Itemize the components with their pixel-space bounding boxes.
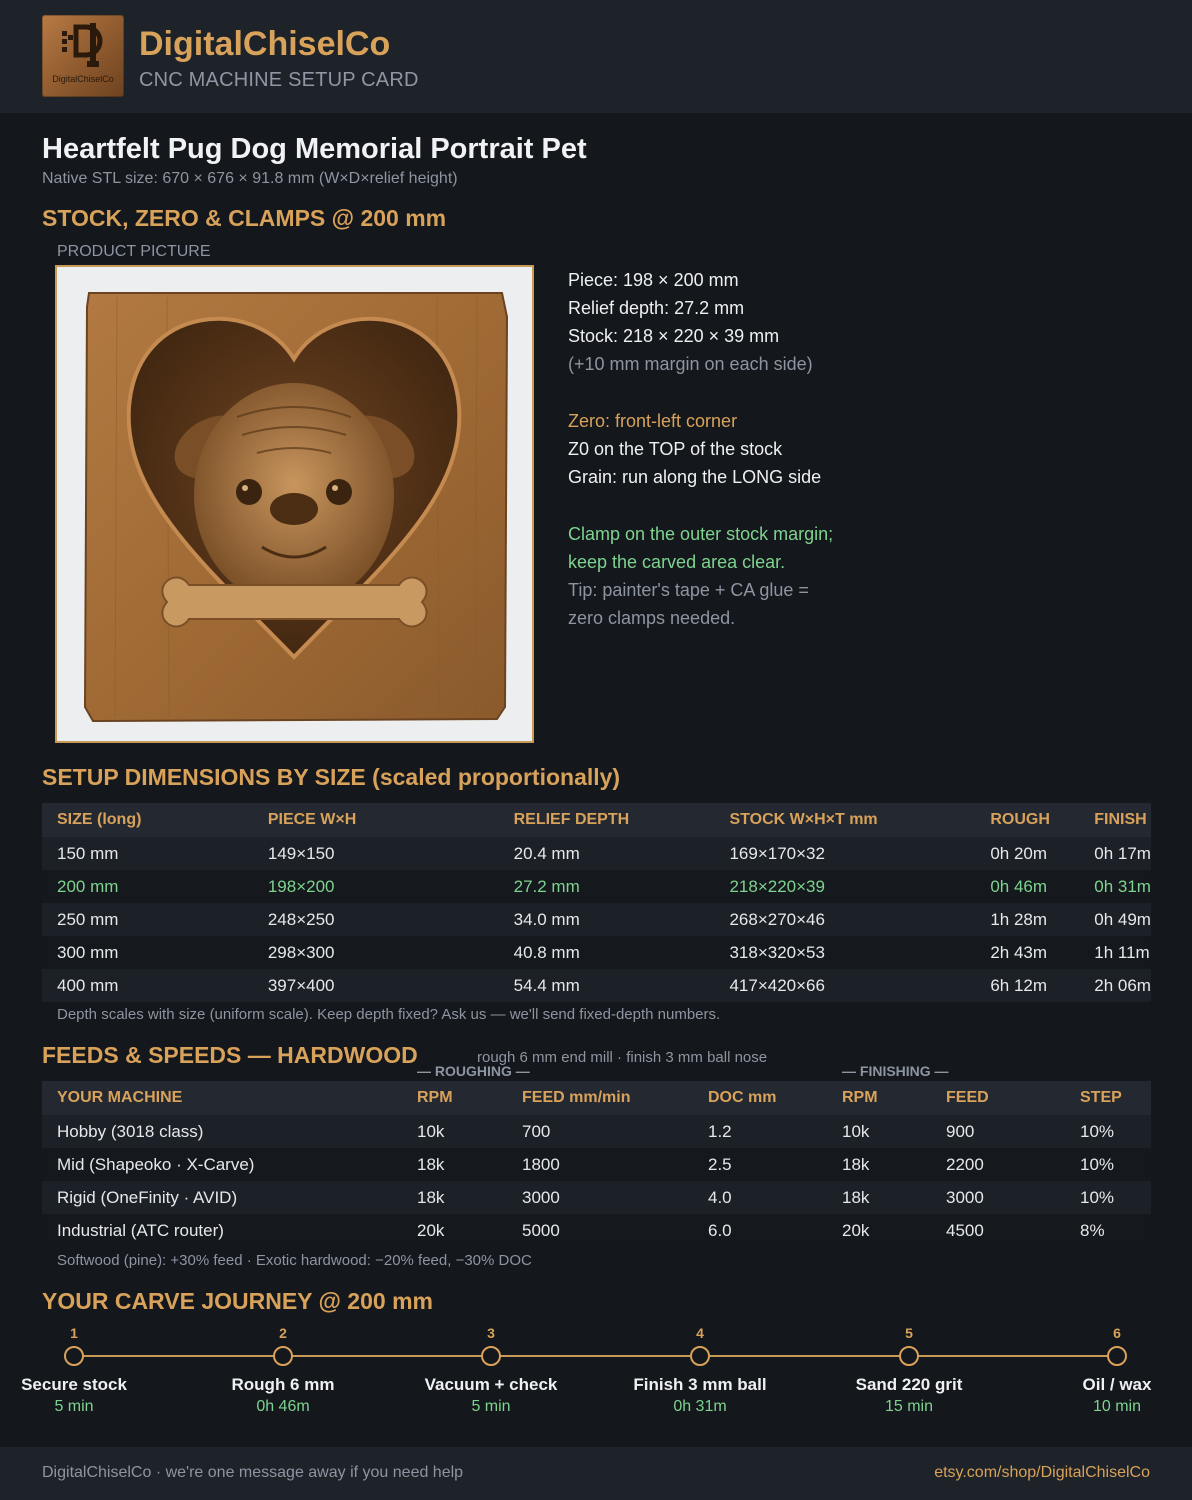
cell: 3000 bbox=[507, 1181, 693, 1214]
card-subtitle: CNC MACHINE SETUP CARD bbox=[139, 69, 419, 91]
shop-link[interactable]: etsy.com/shop/DigitalChiselCo bbox=[934, 1464, 1150, 1481]
cell: 18k bbox=[827, 1148, 931, 1181]
cell: 397×400 bbox=[253, 969, 499, 1002]
col-finish: FINISH bbox=[1079, 803, 1151, 837]
table-row bbox=[42, 903, 1151, 936]
cell: 5000 bbox=[507, 1214, 693, 1247]
cell: 20k bbox=[827, 1214, 931, 1247]
col-step: STEP bbox=[1065, 1081, 1151, 1115]
cell: 18k bbox=[827, 1181, 931, 1214]
step-number: 1 bbox=[70, 1325, 78, 1341]
pug-carving-image bbox=[57, 267, 532, 741]
step-time: 0h 31m bbox=[673, 1398, 727, 1415]
step-time: 15 min bbox=[884, 1398, 934, 1415]
cell: 700 bbox=[507, 1115, 693, 1148]
chisel-logo-icon bbox=[56, 21, 110, 71]
tip-line2: zero clamps needed. bbox=[568, 608, 736, 628]
cell: 900 bbox=[931, 1115, 1065, 1148]
cell: 198×200 bbox=[253, 870, 499, 903]
col-stock: STOCK W×H×T mm bbox=[714, 803, 975, 837]
cell: 169×170×32 bbox=[714, 837, 975, 870]
cell: 6.0 bbox=[693, 1214, 827, 1247]
step-time: 5 min bbox=[54, 1398, 94, 1415]
step-number: 3 bbox=[487, 1325, 495, 1341]
footer-message: DigitalChiselCo · we're one message away if you need help bbox=[42, 1464, 464, 1481]
cell: 0h 46m bbox=[975, 870, 1079, 903]
cell: 6h 12m bbox=[975, 969, 1079, 1002]
table-row bbox=[42, 936, 1151, 969]
cell: 3000 bbox=[931, 1181, 1065, 1214]
col-finish-feed: FEED bbox=[931, 1081, 1065, 1115]
feeds-note: Softwood (pine): +30% feed · Exotic hardwood: −20% feed, −30% DOC bbox=[57, 1252, 532, 1269]
col-rough: ROUGH bbox=[975, 803, 1079, 837]
brand-name: DigitalChiselCo bbox=[139, 25, 391, 63]
dimensions-note: Depth scales with size (uniform scale). Keep depth fixed? Ask us — we'll send fixed-depth numbers. bbox=[57, 1006, 721, 1023]
step-number: 5 bbox=[905, 1325, 913, 1341]
cell: 149×150 bbox=[253, 837, 499, 870]
cell: 8% bbox=[1065, 1214, 1151, 1247]
col-finish-rpm: RPM bbox=[827, 1081, 931, 1115]
step-name: Rough 6 mm bbox=[231, 1375, 335, 1394]
step-dot-icon bbox=[273, 1346, 293, 1366]
step-name: Finish 3 mm ball bbox=[633, 1375, 767, 1394]
step-number: 2 bbox=[279, 1325, 287, 1341]
cell: 1800 bbox=[507, 1148, 693, 1181]
cell: 400 mm bbox=[42, 969, 253, 1002]
table-row-highlighted bbox=[42, 870, 1151, 903]
cell: 298×300 bbox=[253, 936, 499, 969]
step-time: 0h 46m bbox=[256, 1398, 310, 1415]
step-dot-icon bbox=[64, 1346, 84, 1366]
col-rough-rpm: RPM bbox=[402, 1081, 507, 1115]
cell: Mid (Shapeoko · X-Carve) bbox=[42, 1148, 402, 1181]
table-row bbox=[42, 837, 1151, 870]
dimensions-table bbox=[42, 803, 1151, 1002]
col-relief: RELIEF DEPTH bbox=[499, 803, 715, 837]
journey-heading: YOUR CARVE JOURNEY @ 200 mm bbox=[42, 1288, 433, 1314]
product-title: Heartfelt Pug Dog Memorial Portrait Pet bbox=[42, 133, 587, 165]
cell: 20k bbox=[402, 1214, 507, 1247]
step-name: Sand 220 grit bbox=[855, 1375, 963, 1394]
clamp-note-line1: Clamp on the outer stock margin; bbox=[568, 524, 834, 544]
brand-logo bbox=[42, 15, 124, 97]
cell: Hobby (3018 class) bbox=[42, 1115, 402, 1148]
cell: 40.8 mm bbox=[499, 936, 715, 969]
step-dot-icon bbox=[899, 1346, 919, 1366]
cell: 1h 28m bbox=[975, 903, 1079, 936]
grain-note: Grain: run along the LONG side bbox=[568, 467, 822, 487]
table-row bbox=[42, 1214, 1151, 1247]
zero-point: Zero: front-left corner bbox=[568, 411, 738, 431]
step-name: Vacuum + check bbox=[424, 1375, 558, 1394]
cell: Rigid (OneFinity · AVID) bbox=[42, 1181, 402, 1214]
dimensions-heading: SETUP DIMENSIONS BY SIZE (scaled proportionally) bbox=[42, 764, 621, 790]
cell: 27.2 mm bbox=[499, 870, 715, 903]
margin-note: (+10 mm margin on each side) bbox=[568, 354, 813, 374]
table-header-row bbox=[42, 803, 1151, 837]
cell: 200 mm bbox=[42, 870, 253, 903]
logo-text: DigitalChiselCo bbox=[52, 74, 114, 84]
cell: 2200 bbox=[931, 1148, 1065, 1181]
cell: 0h 20m bbox=[975, 837, 1079, 870]
timeline-line bbox=[74, 1355, 1118, 1357]
cell: 218×220×39 bbox=[714, 870, 975, 903]
step-dot-icon bbox=[690, 1346, 710, 1366]
feeds-table bbox=[42, 1081, 1151, 1247]
cell: 0h 49m bbox=[1079, 903, 1151, 936]
header-bar bbox=[0, 0, 1192, 113]
step-number: 6 bbox=[1113, 1325, 1121, 1341]
cell: 0h 17m bbox=[1079, 837, 1151, 870]
cell: 4.0 bbox=[693, 1181, 827, 1214]
footer-bar bbox=[0, 1447, 1192, 1500]
cell: 18k bbox=[402, 1181, 507, 1214]
finishing-group-label: — FINISHING — bbox=[842, 1063, 949, 1079]
step-dot-icon bbox=[481, 1346, 501, 1366]
cell: 417×420×66 bbox=[714, 969, 975, 1002]
cell: 18k bbox=[402, 1148, 507, 1181]
step-time: 10 min bbox=[1092, 1398, 1142, 1415]
col-doc: DOC mm bbox=[693, 1081, 827, 1115]
cell: 300 mm bbox=[42, 936, 253, 969]
z0-note: Z0 on the TOP of the stock bbox=[568, 439, 783, 459]
step-time: 5 min bbox=[471, 1398, 511, 1415]
table-header-row bbox=[42, 1081, 1151, 1115]
cell: 318×320×53 bbox=[714, 936, 975, 969]
col-piece: PIECE W×H bbox=[253, 803, 499, 837]
cell: 0h 31m bbox=[1079, 870, 1151, 903]
cell: Industrial (ATC router) bbox=[42, 1214, 402, 1247]
cell: 20.4 mm bbox=[499, 837, 715, 870]
cell: 10% bbox=[1065, 1148, 1151, 1181]
cell: 4500 bbox=[931, 1214, 1065, 1247]
cell: 150 mm bbox=[42, 837, 253, 870]
cell: 54.4 mm bbox=[499, 969, 715, 1002]
cell: 2h 06m bbox=[1079, 969, 1151, 1002]
native-size: Native STL size: 670 × 676 × 91.8 mm (W×D×relief height) bbox=[42, 170, 458, 187]
product-picture bbox=[55, 265, 534, 743]
cell: 2.5 bbox=[693, 1148, 827, 1181]
cell: 10% bbox=[1065, 1181, 1151, 1214]
roughing-group-label: — ROUGHING — bbox=[417, 1063, 530, 1079]
col-size: SIZE (long) bbox=[42, 803, 253, 837]
step-number: 4 bbox=[696, 1325, 704, 1341]
step-name: Secure stock bbox=[21, 1375, 127, 1394]
cell: 250 mm bbox=[42, 903, 253, 936]
step-dot-icon bbox=[1107, 1346, 1127, 1366]
stock-section-heading: STOCK, ZERO & CLAMPS @ 200 mm bbox=[42, 205, 447, 231]
cell: 268×270×46 bbox=[714, 903, 975, 936]
cell: 1.2 bbox=[693, 1115, 827, 1148]
feeds-heading: FEEDS & SPEEDS — HARDWOOD bbox=[42, 1042, 418, 1068]
piece-size: Piece: 198 × 200 mm bbox=[568, 270, 739, 290]
cell: 10k bbox=[402, 1115, 507, 1148]
col-rough-feed: FEED mm/min bbox=[507, 1081, 693, 1115]
cell: 2h 43m bbox=[975, 936, 1079, 969]
col-machine: YOUR MACHINE bbox=[42, 1081, 402, 1115]
table-row bbox=[42, 1181, 1151, 1214]
step-name: Oil / wax bbox=[1082, 1375, 1152, 1394]
stock-size: Stock: 218 × 220 × 39 mm bbox=[568, 326, 780, 346]
cell: 10k bbox=[827, 1115, 931, 1148]
cell: 34.0 mm bbox=[499, 903, 715, 936]
relief-depth: Relief depth: 27.2 mm bbox=[568, 298, 745, 318]
tip-line1: Tip: painter's tape + CA glue = bbox=[568, 580, 809, 600]
cell: 1h 11m bbox=[1079, 936, 1151, 969]
cell: 10% bbox=[1065, 1115, 1151, 1148]
table-row bbox=[42, 969, 1151, 1002]
cell: 248×250 bbox=[253, 903, 499, 936]
table-row bbox=[42, 1115, 1151, 1148]
picture-label: PRODUCT PICTURE bbox=[57, 243, 211, 260]
table-row bbox=[42, 1148, 1151, 1181]
clamp-note-line2: keep the carved area clear. bbox=[568, 552, 786, 572]
tools-note: rough 6 mm end mill · finish 3 mm ball nose bbox=[477, 1049, 768, 1066]
